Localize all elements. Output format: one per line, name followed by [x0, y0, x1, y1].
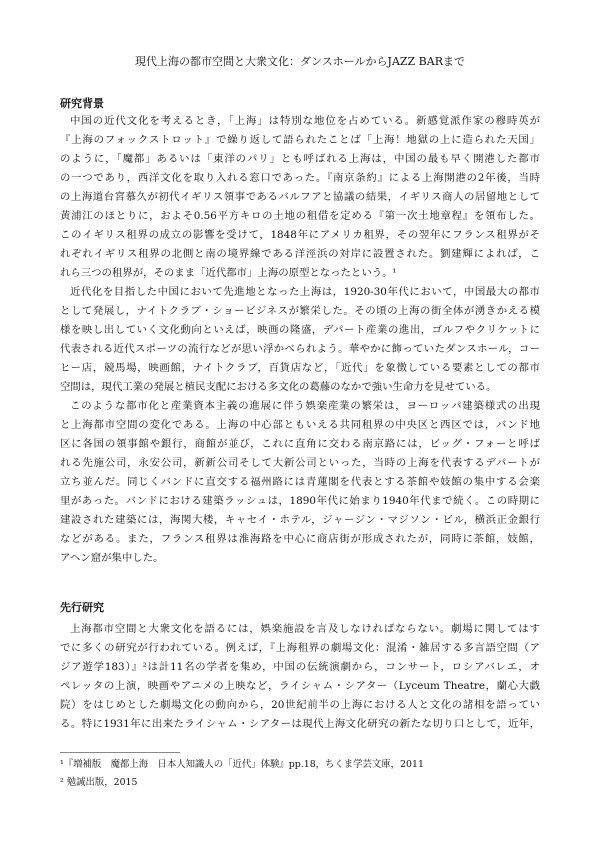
paragraph-line: れる先施公司，永安公司，新新公司そして大新公司といった，当時の上海を代表するデパートが: [60, 457, 540, 469]
paragraph-line: れら三つの租界が，そのまま「近代都市」上海の原型となったという。¹: [60, 267, 397, 279]
section-heading-background: 研究背景: [60, 97, 104, 110]
paragraph-line: このような都市化と産業資本主義の進展に伴う娯楽産業の繁栄は，ヨーロッパ建築様式の出現: [70, 400, 540, 412]
paragraph-line: このイギリス租界の成立の影響を受けて，1848年にアメリカ租界，その翌年にフランス租界がそ: [60, 229, 540, 241]
paragraph-line: れぞれイギリス租界の北側と南の境界線である洋涇浜の対岸に設置された。劉建輝によれば，こ: [60, 248, 540, 260]
paragraph-line: 上海都市空間と大衆文化を語るには，娯楽施設を言及しなければならない。劇場に関してはす: [70, 623, 540, 635]
paragraph-line: の一つであり，西洋文化を取り入れる窓口であった。『南京条約』による上海開港の2年後，当時: [60, 172, 540, 184]
paragraph-line: の上海道台宮慕久が初代イギリス領事であるバルフアと協議の結果，イギリス商人の居留地として: [60, 191, 540, 203]
paragraph-line: でに多くの研究が行われている。例えば，『上海租界の劇場文化：混淆・雑居する多言語空間（ア: [60, 642, 540, 654]
paragraph-line: 区に各国の領事館や銀行，商館が並び，これに直角に交わる南京路には，ビッグ・フォーと呼ば: [60, 438, 540, 450]
paragraph-line: 院）をはじめとした劇場文化の動向から，20世紀前半の上海における人と文化の諸相を語ってい: [60, 699, 540, 711]
paragraph-line: ヒー店，競馬場，映画館，ナイトクラブ，百貨店など，「近代」を象徴している要素としての都市: [60, 362, 540, 374]
section-heading-prior-research: 先行研究: [60, 601, 104, 614]
paragraph-line: 黄浦江のほとりに，およそ0.56平方キロの土地の租借を定める『第一次土地章程』を領布した。: [60, 210, 540, 222]
paragraph-line: ペレッタの上演，映画やアニメの上映など，ライシャム・シアター（Lyceum Theatre，蘭心大戯: [60, 680, 540, 692]
paragraph-line: 里があった。バンドにおける建築ラッシュは，1890年代に始まり1940年代まで続く。この時期に: [60, 495, 540, 507]
paragraph-line: のように，「魔都」あるいは「東洋のパリ」とも呼ばれる上海は，中国の最も早く開港した都市: [60, 153, 540, 165]
paragraph-line: る。特に1931年に出来たライシャム・シアターは現代上海文化研究の新たな切り口として，近年，: [60, 718, 540, 730]
paragraph-line: 様を映し出していく文化動向といえば，映画の隆盛，デパート産業の進出，ゴルフやクリケットに: [60, 324, 540, 336]
paragraph-line: と上海都市空間の変化である。上海の中心部ともいえる共同租界の中央区と西区では，バンド地: [60, 419, 540, 431]
paragraph-line: として発展し，ナイトクラブ・ショービジネスが繁栄した。その頃の上海の街全体が湧きかえる模: [60, 305, 540, 317]
paragraph-line: アヘン窟が集中した。: [60, 552, 164, 564]
paragraph-line: 『上海のフォックストロット』で繰り返して語られたことば「上海！地獄の上に造られた天国」: [60, 134, 540, 146]
paragraph-line: 空間は，現代工業の発展と植民支配における多文化の葛藤のなかで強い生命力を見せている。: [60, 381, 497, 393]
paper-title: 現代上海の都市空間と大衆文化：ダンスホールからJAZZ BARまで: [134, 55, 465, 68]
paragraph-line: などがある。また，フランス租界は淮海路を中心に商店街が形成されたが，同時に茶館，妓館，: [60, 533, 540, 545]
paragraph-line: 建設された建築には，海関大楼，キャセイ・ホテル，ジャージン・マジソン・ビル，横浜正金銀行: [60, 514, 540, 526]
footnote-2: ² 勉誠出版，2015: [60, 777, 138, 788]
footnote-1: ¹『増補版 魔都上海 日本人知識人の「近代」体験』pp.18，ちくま学芸文庫，2011: [60, 759, 424, 770]
paragraph-line: 中国の近代文化を考えるとき，「上海」は特別な地位を占めている。新感覚派作家の穆時英が: [70, 115, 540, 127]
paragraph-line: 代表される近代スポーツの流行などが思い浮かべられよう。華やかに飾っていたダンスホール，コー: [60, 343, 540, 355]
paragraph-line: 近代化を目指した中国において先進地となった上海は，1920-30年代において，中国最大の都市: [70, 286, 540, 298]
paragraph-line: ジア遊学183）』²は計11名の学者を集め，中国の伝統演劇から，コンサート，ロシアバレエ，オ: [60, 661, 540, 673]
paragraph-line: 立ち並んだ。同じくバンドに直交する福州路には青蓮閣を代表とする茶館や妓館の集中する会楽: [60, 476, 540, 488]
footnote-divider: [60, 752, 180, 753]
